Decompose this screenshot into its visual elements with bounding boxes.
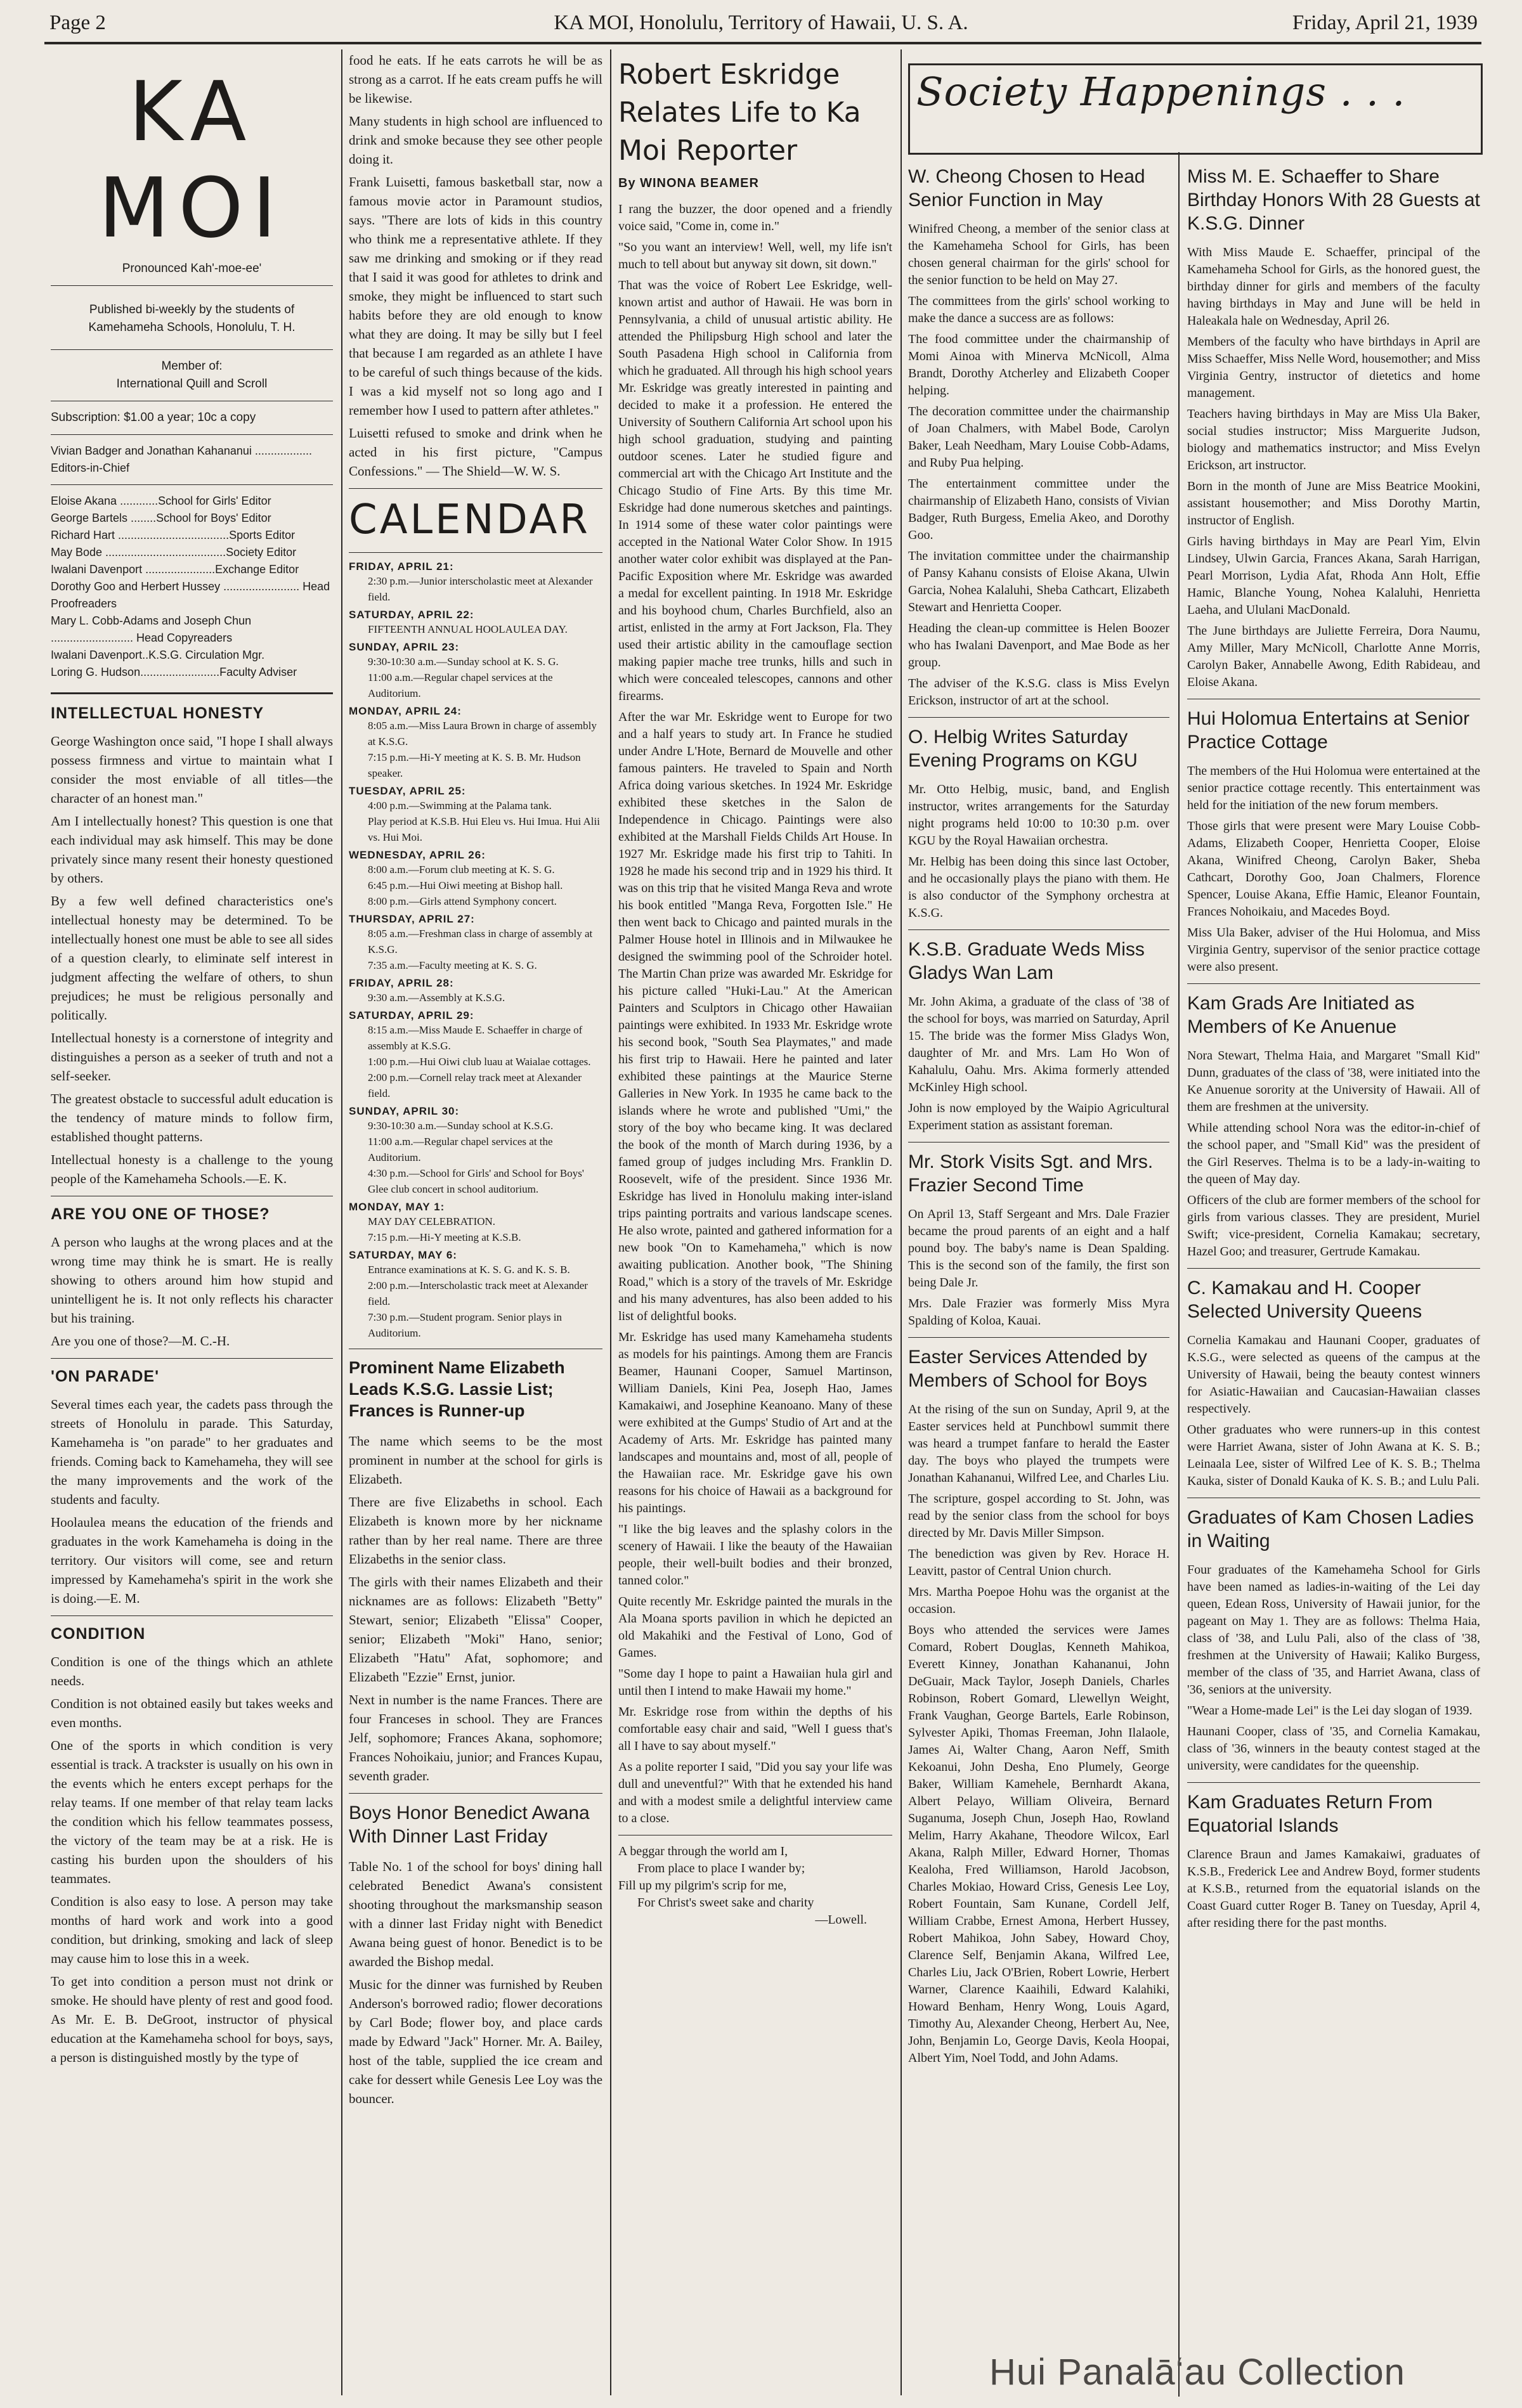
feature-headline: Robert Eskridge Relates Life to Ka Moi Reporter bbox=[618, 58, 861, 167]
calendar-day: SATURDAY, APRIL 29: bbox=[349, 1009, 474, 1021]
article-paragraph: Boys who attended the services were James Comard, Robert Douglas, Kenneth Mahikoa, Everett Kinney, Jonathan Kahananui, John DeGuair, Mack Taylor, Joseph Daniels, Charles Robinson, Robert Gomard, Llewellyn Weight, Frank Vaughan, George Bartels, Earle Robinson, Sylvester Apiki, Thomas Freeman, John Ilalaole, James Ai, Walter Chang, Aaron Neff, Smith Kekoanui, John Desha, Eno Plumely, George Baker, William Kamehele, Bernhardt Akana, Albert Pelayo, William Oliveira, Bernard Suganuma, Joseph Chun, Joseph Hao, Rowland Melim, Harry Akahane, Theodore Wilcox, Earl Akana, Ralph Miller, Edward Horner, Thomas Kealoha, Fred Williamson, Harold Jacobson, Charles Mokiao, Howard Criss, Genesis Lee Loy, Robert Fountain, Sam Kunane, Cordell Jelf, William Crabbe, Ernest Amona, Herbert Hussey, Robert Mahikoa, John Sabey, Howard Choy, Clarence Self, Benjamin Akana, Wilfred Lee, Charles Liu, Jack O'Brien, Robert Lowrie, Herbert Warner, Clarence Kaaihili, Edward Kalahiki, Howard Benham, Henry Wong, Louis Agard, Timothy Au, Alexander Cheong, Herbert Au, Nee, John, Benjamin Lo, George Davis, Keola Hoopai, Albert Yim, Noel Todd, and John Adams. bbox=[908, 1623, 1169, 2065]
article-paragraph: Mrs. Dale Frazier was formerly Miss Myra Spalding of Koloa, Kauai. bbox=[908, 1297, 1169, 1328]
poem-line: For Christ's sweet sake and charity bbox=[637, 1896, 814, 1910]
calendar-event: 11:00 a.m.—Regular chapel services at the Auditorium. bbox=[368, 1136, 553, 1163]
article-paragraph: Heading the clean-up committee is Helen Boozer who has Iwalani Davenport, and Mae Bode as her group. bbox=[908, 621, 1169, 670]
article-paragraph: "Some day I hope to paint a Hawaiian hula girl and until then I intend to make Hawaii my home." bbox=[618, 1667, 892, 1698]
staff-line: Vivian Badger and Jonathan Kahananui .................. Editors-in-Chief bbox=[51, 444, 312, 474]
calendar-day: TUESDAY, APRIL 25: bbox=[349, 785, 466, 797]
calendar-event: 8:15 a.m.—Miss Maude E. Schaeffer in charge of assembly at K.S.G. bbox=[368, 1024, 583, 1052]
article-paragraph: Mr. Otto Helbig, music, band, and English instructor, writes arrangements for the Saturday night programs held 10:00 to 10:30 p.m. over KGU by the Royal Hawaiian orchestra. bbox=[908, 782, 1169, 848]
editorial-paragraph: Hoolaulea means the education of the friends and graduates in the work Kamehameha is doing in the territory. Our visitors will come, see and return impressed by Kamehameha's spirit in the work she is doing.—E. M. bbox=[51, 1515, 333, 1606]
article-paragraph: As a polite reporter I said, "Did you say your life was dull and uneventful?" With that he extended his hand and with a modest smile a delightful interview came to a close. bbox=[618, 1760, 892, 1825]
member-label: Member of: bbox=[161, 359, 223, 373]
article-paragraph: There are five Elizabeths in school. Each Elizabeth is known more by her nickname rather than by her real name. There are three Elizabeths in the senior class. bbox=[349, 1494, 602, 1567]
society-headline: Easter Services Attended by Members of School for Boys bbox=[908, 1347, 1147, 1391]
article-paragraph: The girls with their names Elizabeth and their nicknames are as follows: Elizabeth "Betty" Stewart, senior; Elizabeth "Elissa" Cooper, senior; Elizabeth "Moki" Hano, senior; Elizabeth "Hatu" Afat, sophomore; and Elizabeth "Ezzie" Ernst, junior. bbox=[349, 1574, 602, 1685]
calendar-event: 7:15 p.m.—Hi-Y meeting at K.S.B. bbox=[368, 1231, 521, 1243]
calendar-list bbox=[349, 560, 602, 1341]
member-of: International Quill and Scroll bbox=[116, 377, 268, 391]
article-paragraph: Four graduates of the Kamehameha School for Girls have been named as ladies-in-waiting of the Lei day queen, Edean Ross, University of Hawaii junior, for the pageant on May 1. They are as follows: Thelma Haia, class of '38, and Lulu Pali, also of the class of '38, freshmen at the University of Hawaii; Kaliko Burgess, member of the class of '35, and Harriet Awana, class of '36, seniors at the university. bbox=[1187, 1563, 1480, 1697]
column-society-left bbox=[908, 159, 1169, 2346]
article-paragraph: The decoration committee under the chairmanship of Joan Chalmers, with Mabel Bode, Carolyn Baker, Leah Needham, Mary Louise Cobb-Adams, and Ruby Pua helping. bbox=[908, 405, 1169, 470]
poem-line: Fill up my pilgrim's scrip for me, bbox=[618, 1879, 787, 1893]
editorial-heading: 'ON PARADE' bbox=[51, 1368, 160, 1385]
staff-box bbox=[51, 443, 333, 681]
article-paragraph: The members of the Hui Holomua were entertained at the senior practice cottage recently. This entertainment was held for the initiation of the new forum members. bbox=[1187, 764, 1480, 812]
society-headline: Graduates of Kam Chosen Ladies in Waiting bbox=[1187, 1507, 1474, 1551]
calendar-event: 7:35 a.m.—Faculty meeting at K. S. G. bbox=[368, 959, 537, 971]
poem bbox=[618, 1843, 892, 1929]
society-title: Society Happenings . . . bbox=[916, 68, 1406, 115]
article-paragraph: With Miss Maude E. Schaeffer, principal of the Kamehameha School for Girls, as the honored guest, the birthday dinner for girls and members of the faculty having birthdays in May and June will be held in Haleakala hale on Wednesday, April 26. bbox=[1187, 245, 1480, 328]
article-paragraph: The June birthdays are Juliette Ferreira, Dora Naumu, Amy Miller, Mary McNicoll, Charlotte Anne Morris, Carolyn Baker, Annabelle Awong, Edith Rabideau, and Eloise Akana. bbox=[1187, 624, 1480, 689]
calendar-event: 2:00 p.m.—Interscholastic track meet at Alexander field. bbox=[368, 1279, 588, 1307]
article-paragraph: The scripture, gospel according to St. John, was read by the senior class from the school for boys directed by Mr. Davis Miller Simpson. bbox=[908, 1492, 1169, 1540]
staff-line: Mary L. Cobb-Adams and Joseph Chun .......................... Head Copyreaders bbox=[51, 614, 252, 644]
article-paragraph: The name which seems to be the most prominent in number at the school for girls is Elizabeth. bbox=[349, 1434, 602, 1487]
article-paragraph: Those girls that were present were Mary Louise Cobb-Adams, Elizabeth Cooper, Henrietta Cooper, Eloise Akana, Winifred Cheong, Carolyn Baker, Sheba Cathcart, Dorothy Goo, Joan Chalmers, Florence Spencer, Louise Akana, Effie Hamic, Eleanor Fountain, Frances Nohoikaiu, and Macedes Boyd. bbox=[1187, 819, 1480, 919]
editorial-paragraph: A person who laughs at the wrong places and at the wrong time may think he is smart. He is really showing to others around him how stupid and unintelligent he is. It not only reflects his character but his training. bbox=[51, 1234, 333, 1326]
column-divider bbox=[341, 49, 342, 2395]
article-paragraph: At the rising of the sun on Sunday, April 9, at the Easter services held at Punchbowl summit there was heard a trumpet fanfare to herald the Easter day. The boys who played the trumpets were Jonathan Kahananui, Wilfred Lee, and Charles Liu. bbox=[908, 1402, 1169, 1485]
staff-line: Richard Hart ...................................Sports Editor bbox=[51, 529, 296, 541]
editorial-heading: CONDITION bbox=[51, 1625, 146, 1643]
article-paragraph: The benediction was given by Rev. Horace H. Leavitt, pastor of Central Union church. bbox=[908, 1547, 1169, 1578]
article-paragraph: Table No. 1 of the school for boys' dining hall celebrated Benedict Awana's consistent shooting throughout the marksmanship season with a dinner last Friday night with Benedict Awana being guest of honor. Benedict is to be awarded the Bishop medal. bbox=[349, 1859, 602, 1969]
article-paragraph: Born in the month of June are Miss Beatrice Mookini, assistant housemother; and Miss Dorothy Martin, instructor of English. bbox=[1187, 479, 1480, 528]
article-paragraph: Winifred Cheong, a member of the senior class at the Kamehameha School for Girls, has been chosen general chairman for the girls' school for the senior function to be held on May 27. bbox=[908, 222, 1169, 287]
article-paragraph: Luisetti refused to smoke and drink when he acted in his first picture, "Campus Confessions." — The Shield—W. W. S. bbox=[349, 425, 602, 479]
article-paragraph: Miss Ula Baker, adviser of the Hui Holomua, and Miss Virginia Gentry, supervisor of the senior practice cottage were also present. bbox=[1187, 926, 1480, 974]
article-paragraph: Quite recently Mr. Eskridge painted the murals in the Ala Moana sports pavilion in which he depicted an old Makahiki and the Festival of Lono, God of Games. bbox=[618, 1595, 892, 1660]
article-paragraph: The entertainment committee under the chairmanship of Elizabeth Hano, consists of Vivian Badger, Ruth Burgess, Emelia Akeo, and Dorothy Goo. bbox=[908, 477, 1169, 542]
editorial-paragraph: George Washington once said, "I hope I shall always possess firmness and virtue to maintain what I consider the most enviable of all titles—the character of an honest man." bbox=[51, 734, 333, 806]
column-feature bbox=[618, 51, 892, 2397]
staff-line: Iwalani Davenport..K.S.G. Circulation Mgr. bbox=[51, 649, 265, 661]
calendar-event: FIFTEENTH ANNUAL HOOLAULEA DAY. bbox=[368, 623, 568, 635]
calendar-event: 7:30 p.m.—Student program. Senior plays in Auditorium. bbox=[368, 1311, 562, 1339]
awana-headline: Boys Honor Benedict Awana With Dinner Last Friday bbox=[349, 1803, 590, 1847]
column-divider bbox=[1178, 152, 1180, 2397]
calendar-day: THURSDAY, APRIL 27: bbox=[349, 913, 475, 925]
editorial-paragraph: The greatest obstacle to successful adult education is the tendency of mature minds to follow firm, established thought patterns. bbox=[51, 1091, 333, 1144]
calendar-event: 4:30 p.m.—School for Girls' and School for Boys' Glee club concert in school auditorium. bbox=[368, 1167, 584, 1195]
society-headline: O. Helbig Writes Saturday Evening Programs on KGU bbox=[908, 727, 1138, 771]
editorial-paragraph: One of the sports in which condition is very essential is track. A trackster is usually on his own in the events which he enters except perhaps for the relay teams. If one member of that relay team lacks the condition which his fellow teammates possess, the victory of the team may be at a risk. He is casting his burden upon the shoulders of his teammates. bbox=[51, 1738, 333, 1886]
calendar-event: 8:05 a.m.—Freshman class in charge of assembly at K.S.G. bbox=[368, 928, 593, 955]
article-paragraph: I rang the buzzer, the door opened and a friendly voice said, "Come in, come in." bbox=[618, 202, 892, 233]
editorial-paragraph: Am I intellectually honest? This question is one that each individual may ask himself. This may be done privately since many resent their honesty questioned by others. bbox=[51, 813, 333, 886]
calendar-event: 8:05 a.m.—Miss Laura Brown in charge of assembly at K.S.G. bbox=[368, 720, 597, 748]
calendar-title: CALENDAR bbox=[349, 496, 590, 543]
article-paragraph: While attending school Nora was the editor-in-chief of the school paper, and "Small Kid" was the president of the Girl Reserves. Thelma is to be a lady-in-waiting to the queen of May day. bbox=[1187, 1121, 1480, 1186]
society-headline: K.S.B. Graduate Weds Miss Gladys Wan Lam bbox=[908, 939, 1145, 983]
calendar-day: WEDNESDAY, APRIL 26: bbox=[349, 849, 486, 861]
editorial-paragraph: Intellectual honesty is a cornerstone of integrity and distinguishes a person as a seeker of truth and not a self-seeker. bbox=[51, 1030, 333, 1084]
poem-line: From place to place I wander by; bbox=[637, 1861, 805, 1875]
page-number: Page 2 bbox=[49, 11, 106, 34]
article-paragraph: Mr. Helbig has been doing this since last October, and he occasionally plays the piano with them. He is also conductor of the Symphony orchestra at K.S.G. bbox=[908, 855, 1169, 920]
article-paragraph: Mrs. Martha Poepoe Hohu was the organist at the occasion. bbox=[908, 1585, 1169, 1616]
calendar-event: 6:45 p.m.—Hui Oiwi meeting at Bishop hall. bbox=[368, 879, 563, 891]
calendar-event: 11:00 a.m.—Regular chapel services at the Auditorium. bbox=[368, 671, 553, 699]
column-society-right bbox=[1187, 159, 1480, 2346]
editorial-heading: INTELLECTUAL HONESTY bbox=[51, 704, 264, 722]
staff-line: Loring G. Hudson.........................Faculty Adviser bbox=[51, 666, 297, 678]
staff-line: George Bartels ........School for Boys' Editor bbox=[51, 512, 271, 524]
article-paragraph: That was the voice of Robert Lee Eskridge, well-known artist and author of Hawaii. He was born in Pennsylvania, a child of unusual artistic ability. He attended the Philipsburg High school and later the South Pasadena High school in California from which he graduated. All through his high school years Mr. Eskridge was greatly interested in painting and decided to make it a profession. He entered the University of Southern California Art school upon his high school graduation, studying and painting outdoor scenes. Later he studied figure and commercial art with the Chicago Art Institute and the Chicago Studio of Fine Arts. By this time Mr. Eskridge had done numerous sketches and paintings. In 1914 some of these water color paintings were accepted in the National Water Color Show. In 1915 another water color exhibit was displayed at the Pan-Pacific Exposition where Mr. Eskridge was awarded a medal for excellent painting. In 1918 Mr. Eskridge and his boyhood chum, Charles Burchfield, also an artist, enlisted in the army at Fort Jackson, Fla. They used their artistic ability in the camouflage section making papier mache tree trunks, hills and such in which were concealed telescopes, cannons and other firearms. bbox=[618, 278, 892, 703]
article-paragraph: "So you want an interview! Well, well, my life isn't much to tell about but anyway sit down, sit down." bbox=[618, 240, 892, 271]
column-calendar bbox=[349, 51, 602, 2397]
calendar-day: SATURDAY, MAY 6: bbox=[349, 1249, 457, 1261]
staff-line: Dorothy Goo and Herbert Hussey ........................ Head Proofreaders bbox=[51, 580, 330, 610]
subscription: Subscription: $1.00 a year; 10c a copy bbox=[51, 411, 256, 424]
staff-line: May Bode ......................................Society Editor bbox=[51, 546, 297, 559]
calendar-day: SUNDAY, APRIL 30: bbox=[349, 1105, 460, 1117]
society-headline: Kam Graduates Return From Equatorial Islands bbox=[1187, 1792, 1433, 1836]
calendar-event: MAY DAY CELEBRATION. bbox=[368, 1215, 496, 1227]
editorial-paragraph: Several times each year, the cadets pass through the streets of Honolulu in parade. This Saturday, Kamehameha is "on parade" to her graduates and friends. Coming back to Kamehameha, they will see the many improvements and the work of the students and faculty. bbox=[51, 1397, 333, 1507]
article-paragraph: Girls having birthdays in May are Pearl Yim, Elvin Lindsey, Ulwin Garcia, Frances Akana, Sarah Harrigan, Pearl Morrison, Lydia Afat, Rhoda Ann Holt, Effie Hamic, Blanche Young, Nohea Kalaluhi, Henrietta Laeha, and Ululani MacDonald. bbox=[1187, 534, 1480, 617]
editorial-paragraph: Condition is also easy to lose. A person may take months of hard work and work into a good condition, but drinking, smoking and lack of sleep may cause him to lose this in a week. bbox=[51, 1894, 333, 1966]
calendar-day: MONDAY, MAY 1: bbox=[349, 1201, 445, 1213]
poem-line: A beggar through the world am I, bbox=[618, 1844, 788, 1858]
column-divider bbox=[901, 49, 902, 2395]
calendar-day: FRIDAY, APRIL 28: bbox=[349, 977, 454, 989]
article-paragraph: Music for the dinner was furnished by Reuben Anderson's borrowed radio; flower decorations by Carl Bode; flower boy, and place cards made by Edward "Jack" Horner. Mr. A. Bailey, host of the table, supplied the ice cream and cake for dessert while Genesis Lee Loy was the bouncer. bbox=[349, 1977, 602, 2106]
feature-byline: By WINONA BEAMER bbox=[618, 176, 759, 190]
calendar-event: 4:00 p.m.—Swimming at the Palama tank. bbox=[368, 799, 552, 812]
article-paragraph: Teachers having birthdays in May are Miss Ula Baker, social studies instructor; Miss Marguerite Judson, biology and mathematics instructor; and Miss Evelyn Erickson, art instructor. bbox=[1187, 407, 1480, 472]
publication-note: Published bi-weekly by the students of Kamehameha Schools, Honolulu, T. H. bbox=[88, 303, 296, 334]
article-paragraph: Mr. Eskridge rose from within the depths of his comfortable easy chair and said, "Well I guess that's all I have to say about myself." bbox=[618, 1705, 892, 1753]
society-headline: Hui Holomua Entertains at Senior Practice Cottage bbox=[1187, 708, 1470, 753]
editorial-paragraph: By a few well defined characteristics one's intellectual honesty may be determined. To be intellectually honest one must be able to see all sides of a question clearly, to eliminate self interest in judgment affecting the welfare of others, to shun prejudices; he must be religious personally and politically. bbox=[51, 893, 333, 1023]
article-paragraph: After the war Mr. Eskridge went to Europe for two and a half years to study art. In France he studied under Andre L'Hote, Bernard de Mouvelle and other famous painters. He traveled to Spain and North Africa doing various sketches. In 1924 Mr. Eskridge exhibited these sketches in the Salon de Independence in Chicago. Paintings were also exhibited at the Marshall Fields Childs Art House. In 1927 Mr. Eskridge made his first trip to Tahiti. In 1928 he made his second trip and in 1929 his third. It was on this trip that he visited Manga Reva and wrote his book entitled "Manga Reva, Forgotten Isle." He then went back to Chicago and painted murals in the Palmer House hotel in Illinois and in Milwaukee he designed the swimming pool of the Schroider hotel. The Martin Chan prize was awarded Mr. Eskridge for his picture called "Huki-Lau." At the American Painters and Sculptors in Chicago other Hawaiian paintings were exhibited. In 1933 Mr. Eskridge wrote his second book, "South Sea Playmates," and made his first trip to Hawaii. Here he painted and later exhibited these paintings at the Maurice Sterne Galleries in New York. In 1935 he came back to the islands where he wrote and published "Umi," the story of the boy who became king. It was declared the book of the month of March during 1936, by a famed group of judges including Mrs. Franklin D. Roosevelt, wife of the president. Since 1936 Mr. Eskridge has lived in Honolulu making inter-island trips painting portraits and various landscape scenes. He also wrote, painted and gathered information for a new book "On to Kamehameha," which is now awaiting publication. Another book, "The Shining Road," which is a story of the travels of Mr. Eskridge and his many adventures, has also been added to his list of delightful books. bbox=[618, 710, 892, 1323]
calendar-day: SATURDAY, APRIL 22: bbox=[349, 609, 474, 621]
article-paragraph: The food committee under the chairmanship of Momi Ainoa with Minerva McNicoll, Alma Brandt, Dorothy Atcherley and Elizabeth Cooper helping. bbox=[908, 332, 1169, 398]
calendar-event: 9:30 a.m.—Assembly at K.S.G. bbox=[368, 992, 505, 1004]
society-headline: W. Cheong Chosen to Head Senior Function in May bbox=[908, 166, 1145, 210]
article-paragraph: food he eats. If he eats carrots he will be as strong as a carrot. If he eats cream puffs he will be likewise. bbox=[349, 53, 602, 106]
calendar-event: 2:00 p.m.—Cornell relay track meet at Alexander field. bbox=[368, 1071, 582, 1099]
article-paragraph: The adviser of the K.S.G. class is Miss Evelyn Erickson, instructor of art at the school. bbox=[908, 676, 1169, 708]
calendar-event: 7:15 p.m.—Hi-Y meeting at K. S. B. Mr. Hudson speaker. bbox=[368, 751, 581, 779]
article-paragraph: Many students in high school are influenced to drink and smoke because they see other people doing it. bbox=[349, 113, 602, 167]
calendar-event: 9:30-10:30 a.m.—Sunday school at K. S. G. bbox=[368, 656, 559, 668]
calendar-event: 8:00 p.m.—Girls attend Symphony concert. bbox=[368, 895, 557, 907]
society-headline: Miss M. E. Schaeffer to Share Birthday Honors With 28 Guests at K.S.G. Dinner bbox=[1187, 166, 1480, 234]
masthead-title: KA MOI bbox=[98, 63, 285, 256]
calendar-event: 1:00 p.m.—Hui Oiwi club luau at Waialae cottages. bbox=[368, 1056, 591, 1068]
article-paragraph: Nora Stewart, Thelma Haia, and Margaret "Small Kid" Dunn, graduates of the class of '38, were initiated into the Ke Anuenue sorority at the University of Hawaii. All of them are freshmen at the university. bbox=[1187, 1049, 1480, 1114]
column-divider bbox=[610, 49, 611, 2395]
header-rule bbox=[44, 42, 1481, 44]
article-paragraph: Haunani Cooper, class of '35, and Cornelia Kamakau, class of '36, winners in the beauty contest staged at the university, were candidates for the queenship. bbox=[1187, 1725, 1480, 1773]
article-paragraph: John is now employed by the Waipio Agricultural Experiment station as assistant foreman. bbox=[908, 1101, 1169, 1132]
article-paragraph: Members of the faculty who have birthdays in April are Miss Schaeffer, Miss Nelle Word, housemother; and Miss Virginia Gentry, instructor of dietetics and home management. bbox=[1187, 335, 1480, 400]
article-paragraph: "Wear a Home-made Lei" is the Lei day slogan of 1939. bbox=[1187, 1704, 1473, 1718]
society-headline: Mr. Stork Visits Sgt. and Mrs. Frazier Second Time bbox=[908, 1151, 1154, 1196]
editorial-paragraph: Condition is one of the things which an athlete needs. bbox=[51, 1654, 333, 1688]
article-paragraph: The invitation committee under the chairmanship of Pansy Kahanu consists of Eloise Akana, Ulwin Garcia, Nohea Kalaluhi, Sheba Cathcart, Elizabeth Stewart and Henrietta Cooper. bbox=[908, 549, 1169, 614]
editorial-paragraph: Condition is not obtained easily but takes weeks and even months. bbox=[51, 1696, 333, 1730]
article-paragraph: The committees from the girls' school working to make the dance a success are as follows: bbox=[908, 294, 1169, 325]
article-paragraph: Cornelia Kamakau and Haunani Cooper, graduates of K.S.G., were selected as queens of the campus at the University of Hawaii, being the beauty contest winners for Asiatic-Hawaiian and Caucasian-Hawaiian classes respectively. bbox=[1187, 1333, 1480, 1416]
editorial-paragraph: Intellectual honesty is a challenge to the young people of the Kamehameha Schools.—E. K. bbox=[51, 1152, 333, 1186]
calendar-day: SUNDAY, APRIL 23: bbox=[349, 641, 460, 653]
pronunciation: Pronounced Kah'-moe-ee' bbox=[122, 262, 262, 275]
editorial-paragraph: Are you one of those?—M. C.-H. bbox=[51, 1333, 230, 1349]
calendar-event: Entrance examinations at K. S. G. and K. S. B. bbox=[368, 1264, 570, 1276]
calendar-day: MONDAY, APRIL 24: bbox=[349, 705, 462, 717]
staff-line: Eloise Akana ............School for Girls' Editor bbox=[51, 495, 271, 507]
editorial-paragraph: To get into condition a person must not drink or smoke. He should have plenty of rest and good food. As Mr. E. B. DeGroot, instructor of physical education at the Kamehameha school for boys, says, a person is distinguished mostly by the type of bbox=[51, 1974, 333, 2065]
elizabeth-headline: Prominent Name Elizabeth Leads K.S.G. Lassie List; Frances is Runner-up bbox=[349, 1358, 565, 1420]
article-paragraph: Next in number is the name Frances. There are four Franceses in school. They are Frances Jelf, sophomore; Frances Akana, sophomore; Frances Nohoikaiu, junior; and Frances Kupau, seventh grader. bbox=[349, 1692, 602, 1783]
calendar-event: 8:00 a.m.—Forum club meeting at K. S. G. bbox=[368, 864, 555, 876]
calendar-event: 9:30-10:30 a.m.—Sunday school at K.S.G. bbox=[368, 1120, 554, 1132]
collection-watermark: Hui Panalāʻau Collection bbox=[989, 2352, 1405, 2393]
society-headline: C. Kamakau and H. Cooper Selected University Queens bbox=[1187, 1278, 1422, 1322]
calendar-day: FRIDAY, APRIL 21: bbox=[349, 560, 454, 573]
poem-credit: —Lowell. bbox=[815, 1913, 867, 1927]
article-paragraph: "I like the big leaves and the splashy colors in the scenery of Hawaii. I like the beauty of the Hawaiian people, their well-built bodies and their bronzed, tanned color." bbox=[618, 1522, 892, 1588]
issue-date: Friday, April 21, 1939 bbox=[1292, 11, 1478, 34]
running-header: KA MOI, Honolulu, Territory of Hawaii, U. S. A. bbox=[554, 11, 968, 34]
editorial-heading: ARE YOU ONE OF THOSE? bbox=[51, 1205, 270, 1223]
article-paragraph: Clarence Braun and James Kamakaiwi, graduates of K.S.B., Frederick Lee and Andrew Boyd, former students at K.S.B., returned from the equatorial islands on the Coast Guard cutter Roger B. Taney on Tuesday, April 4, after residing there for the past months. bbox=[1187, 1848, 1480, 1930]
article-paragraph: Frank Luisetti, famous basketball star, now a famous movie actor in Paramount studios, says. "There are lots of kids in this country who think me a representative athlete. If they saw me drinking and smoking or if they read that I said it was good for athletes to drink and smoke, they might be influenced to start such habits before they are old enough to know what they are doing. It may be silly but I feel that because I am regarded as an athlete I have to be careful of such things because of the kids. I was a kid myself not so long ago and I remember how I used to pattern after athletes." bbox=[349, 174, 602, 418]
article-paragraph: Officers of the club are former members of the school for girls from various classes. They are president, Muriel Swift; vice-president, Cornelia Kamakau; secretary, Hazel Goo; and treasurer, Gertrude Kamakau. bbox=[1187, 1193, 1480, 1259]
calendar-event: 2:30 p.m.—Junior interscholastic meet at Alexander field. bbox=[368, 575, 593, 603]
article-paragraph: Mr. John Akima, a graduate of the class of '38 of the school for boys, was married on Saturday, April 15. The bride was the former Miss Gladys Won, daughter of Mr. and Mrs. Lam Ho Won of Kahalulu, Oahu. Mrs. Akima formerly attended McKinley High school. bbox=[908, 995, 1169, 1094]
society-headline: Kam Grads Are Initiated as Members of Ke Anuenue bbox=[1187, 993, 1415, 1037]
column-editorial bbox=[51, 51, 333, 2397]
calendar-event: Play period at K.S.B. Hui Eleu vs. Hui Imua. Hui Alii vs. Hui Moi. bbox=[368, 815, 600, 843]
article-paragraph: On April 13, Staff Sergeant and Mrs. Dale Frazier became the proud parents of an eight and a half pound boy. The baby's name is Dean Spalding. This is the second son of the family, the first son being Dale Jr. bbox=[908, 1207, 1169, 1290]
article-paragraph: Other graduates who were runners-up in this contest were Harriet Awana, sister of John Awana at K. S. B.; Leinaala Lee, sister of Wilfred Lee of K. S. B.; Thelma Kauka, sister of Donald Kauka of K. S. B.; and Lulu Pali. bbox=[1187, 1423, 1480, 1488]
article-paragraph: Mr. Eskridge has used many Kamehameha students as models for his paintings. Among them are Francis Beamer, Haunani Cooper, Samuel Martinson, William Daniels, Kini Pea, Joseph Hao, James Kamakaiwi, and Josephine Keanoano. Many of these were exhibited at the Gumps' Studio of Art and at the Academy of Arts. Mr. Eskridge has painted many landscapes and mountains and, most of all, people of the Hawaiian race. Mr. Eskridge gave his own reasons for his choice of Hawaii as a background for his paintings. bbox=[618, 1330, 892, 1515]
staff-line: Iwalani Davenport ......................Exchange Editor bbox=[51, 563, 299, 576]
